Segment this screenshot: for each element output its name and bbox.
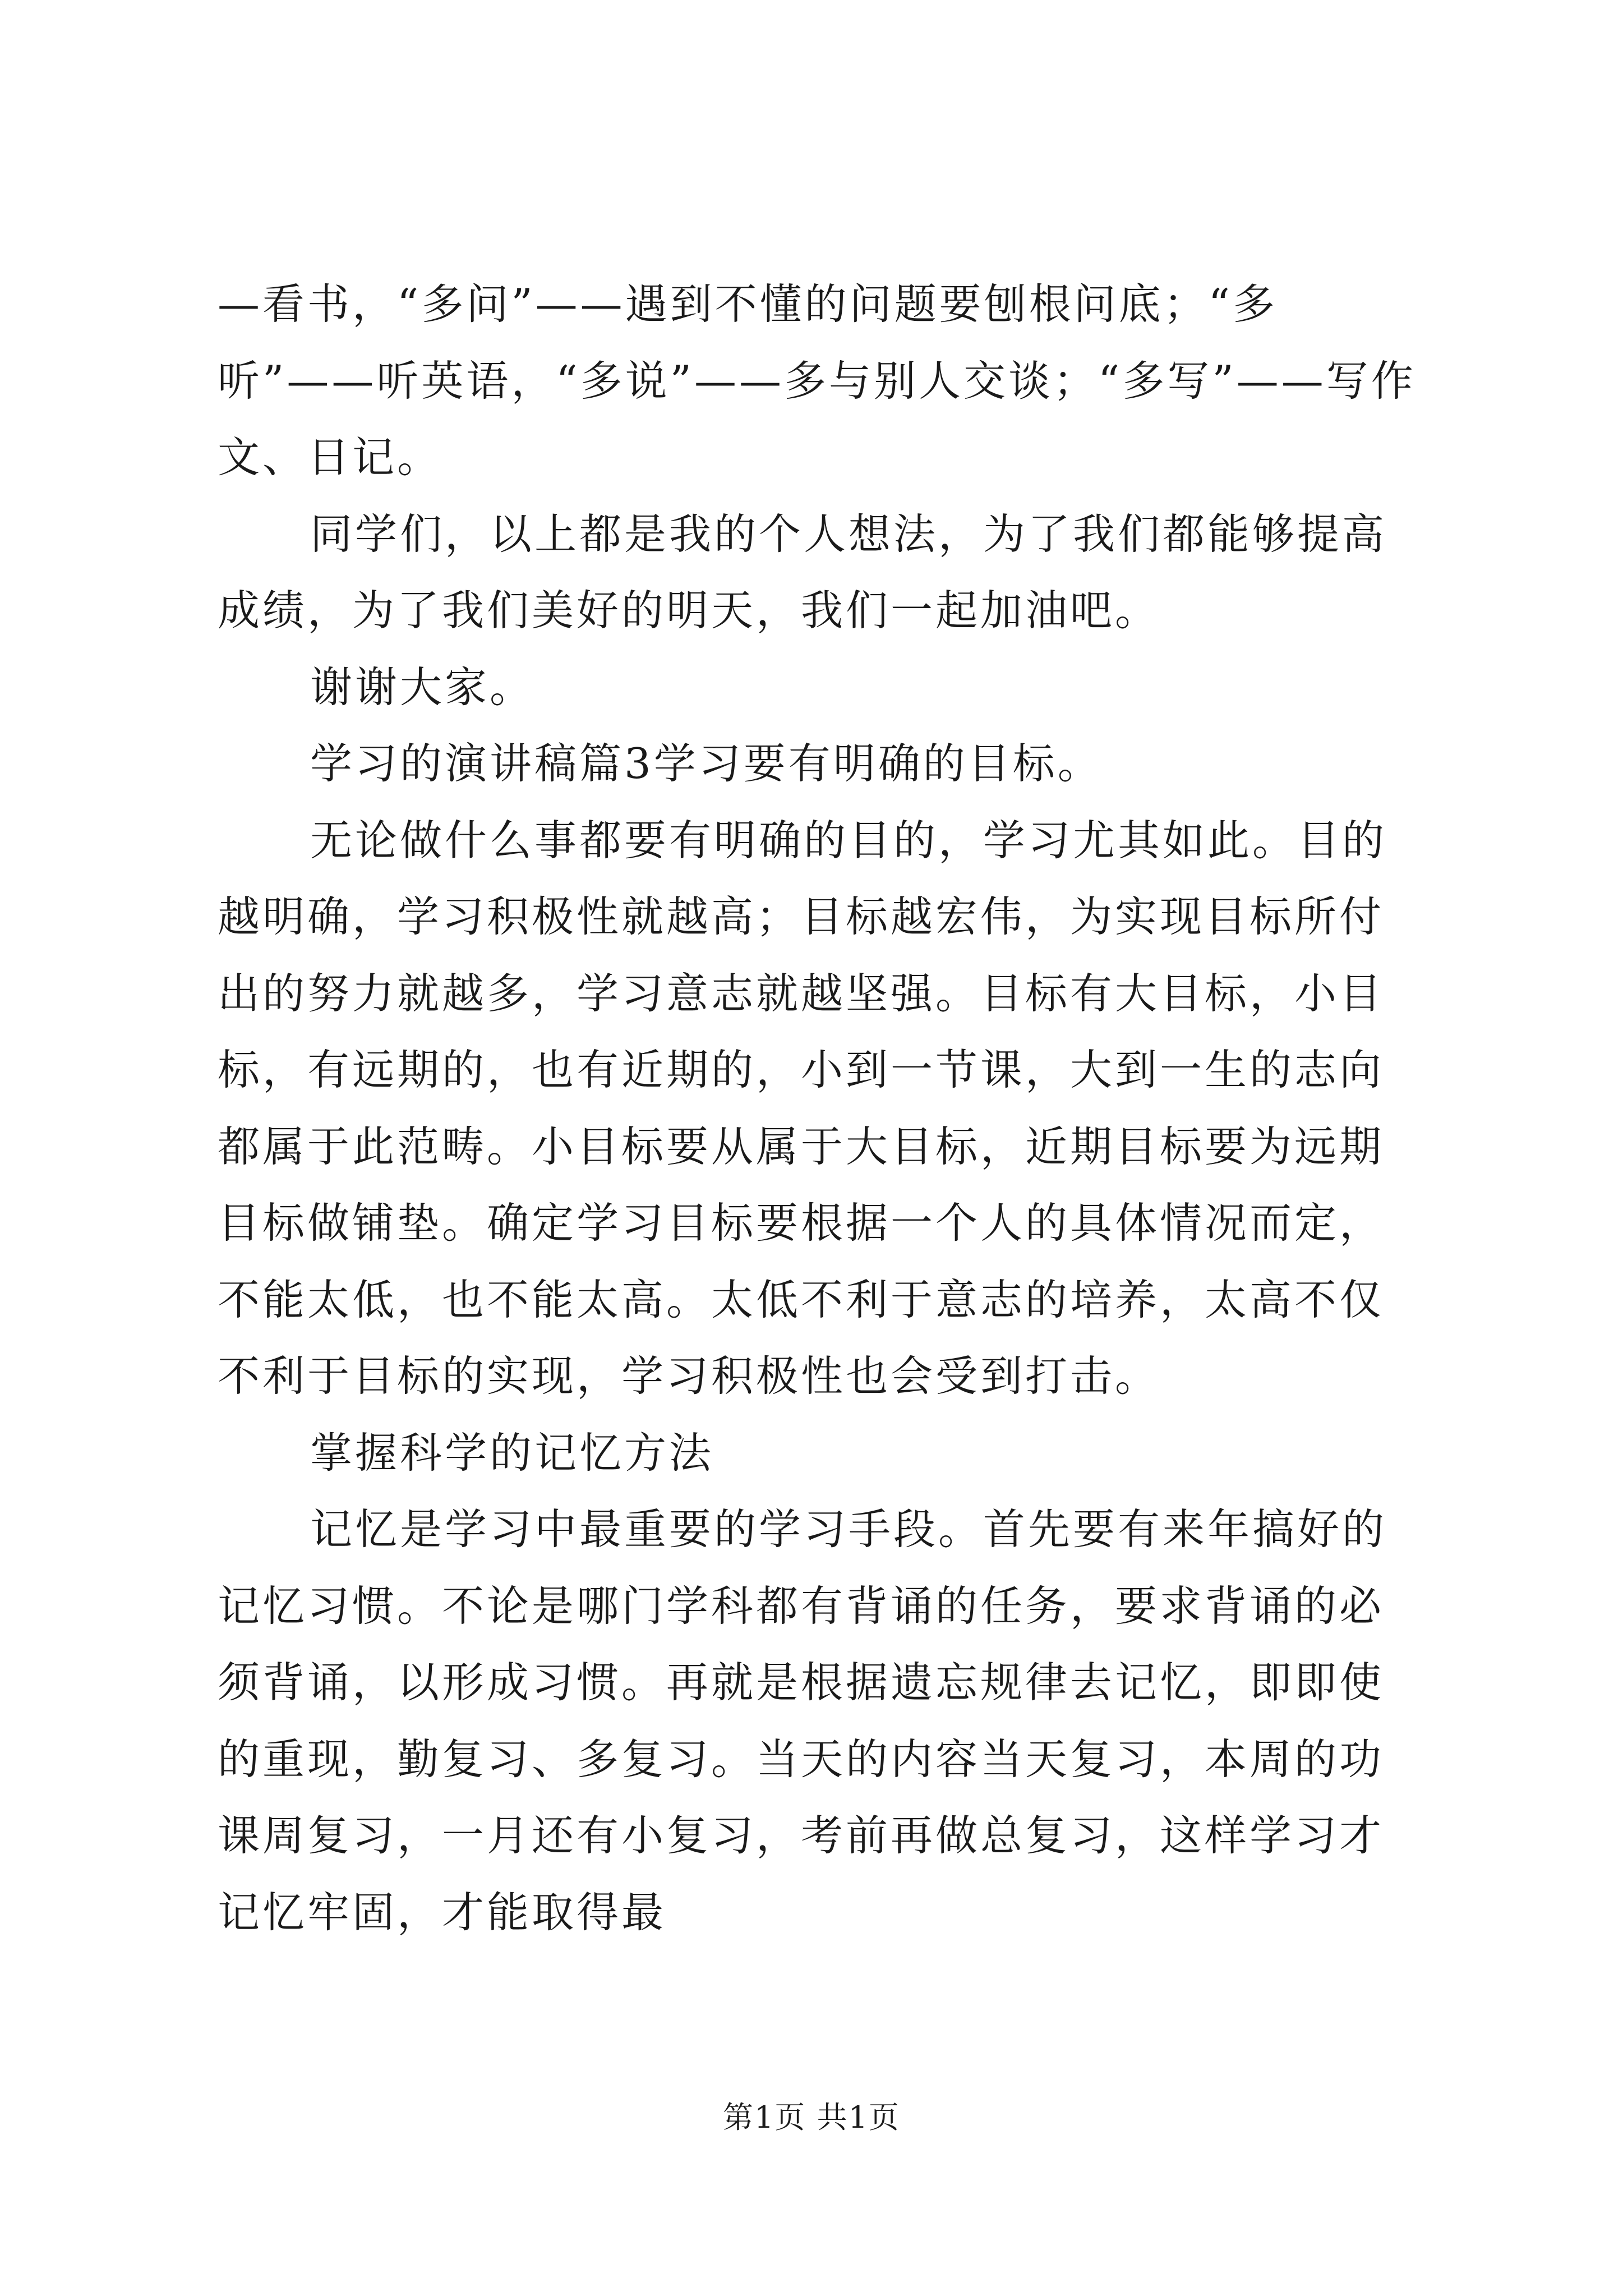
paragraph-closing-remarks: 同学们，以上都是我的个人想法，为了我们都能够提高成绩，为了我们美好的明天，我们一起加油吧。 [218, 509, 1387, 635]
paragraph-goals: 无论做什么事都要有明确的目的，学习尤其如此。目的越明确，学习积极性就越高；目标越宏伟，为实现目标所付出的努力就越多，学习意志就越坚强。目标有大目标，小目标，有远期的，也有近期的，小到一节课，大到一生的志向都属于此范畴。小目标要从属于大目标，近期目标要为远期目标做铺垫。确定学习目标要根据一个人的具体情况而定，不能太低，也不能太高。太低不利于意志的培养，太高不仅不利于目标的实现，学习积极性也会受到打击。 [218, 815, 1387, 1401]
paragraph-section-heading: 学习的演讲稿篇3学习要有明确的目标。 [310, 739, 1103, 788]
paragraph-thanks: 谢谢大家。 [310, 662, 535, 712]
paragraph-memory-heading: 掌握科学的记忆方法 [310, 1428, 714, 1478]
paragraph-memory: 记忆是学习中最重要的学习手段。首先要有来年搞好的记忆习惯。不论是哪门学科都有背诵的任务，要求背诵的必须背诵，以形成习惯。再就是根据遗忘规律去记忆，即即使的重现，勤复习、多复习。当天的内容当天复习，本周的功课周复习，一月还有小复习，考前再做总复习，这样学习才记忆牢固，才能取得最 [218, 1504, 1387, 1937]
paragraph-continuation: —看书，“多问”——遇到不懂的问题要刨根问底；“多听”——听英语，“多说”——多与别人交谈；“多写”——写作文、日记。 [218, 279, 1416, 482]
page-number-footer: 第1页 共1页 [723, 2100, 900, 2135]
document-body [218, 266, 1423, 1950]
